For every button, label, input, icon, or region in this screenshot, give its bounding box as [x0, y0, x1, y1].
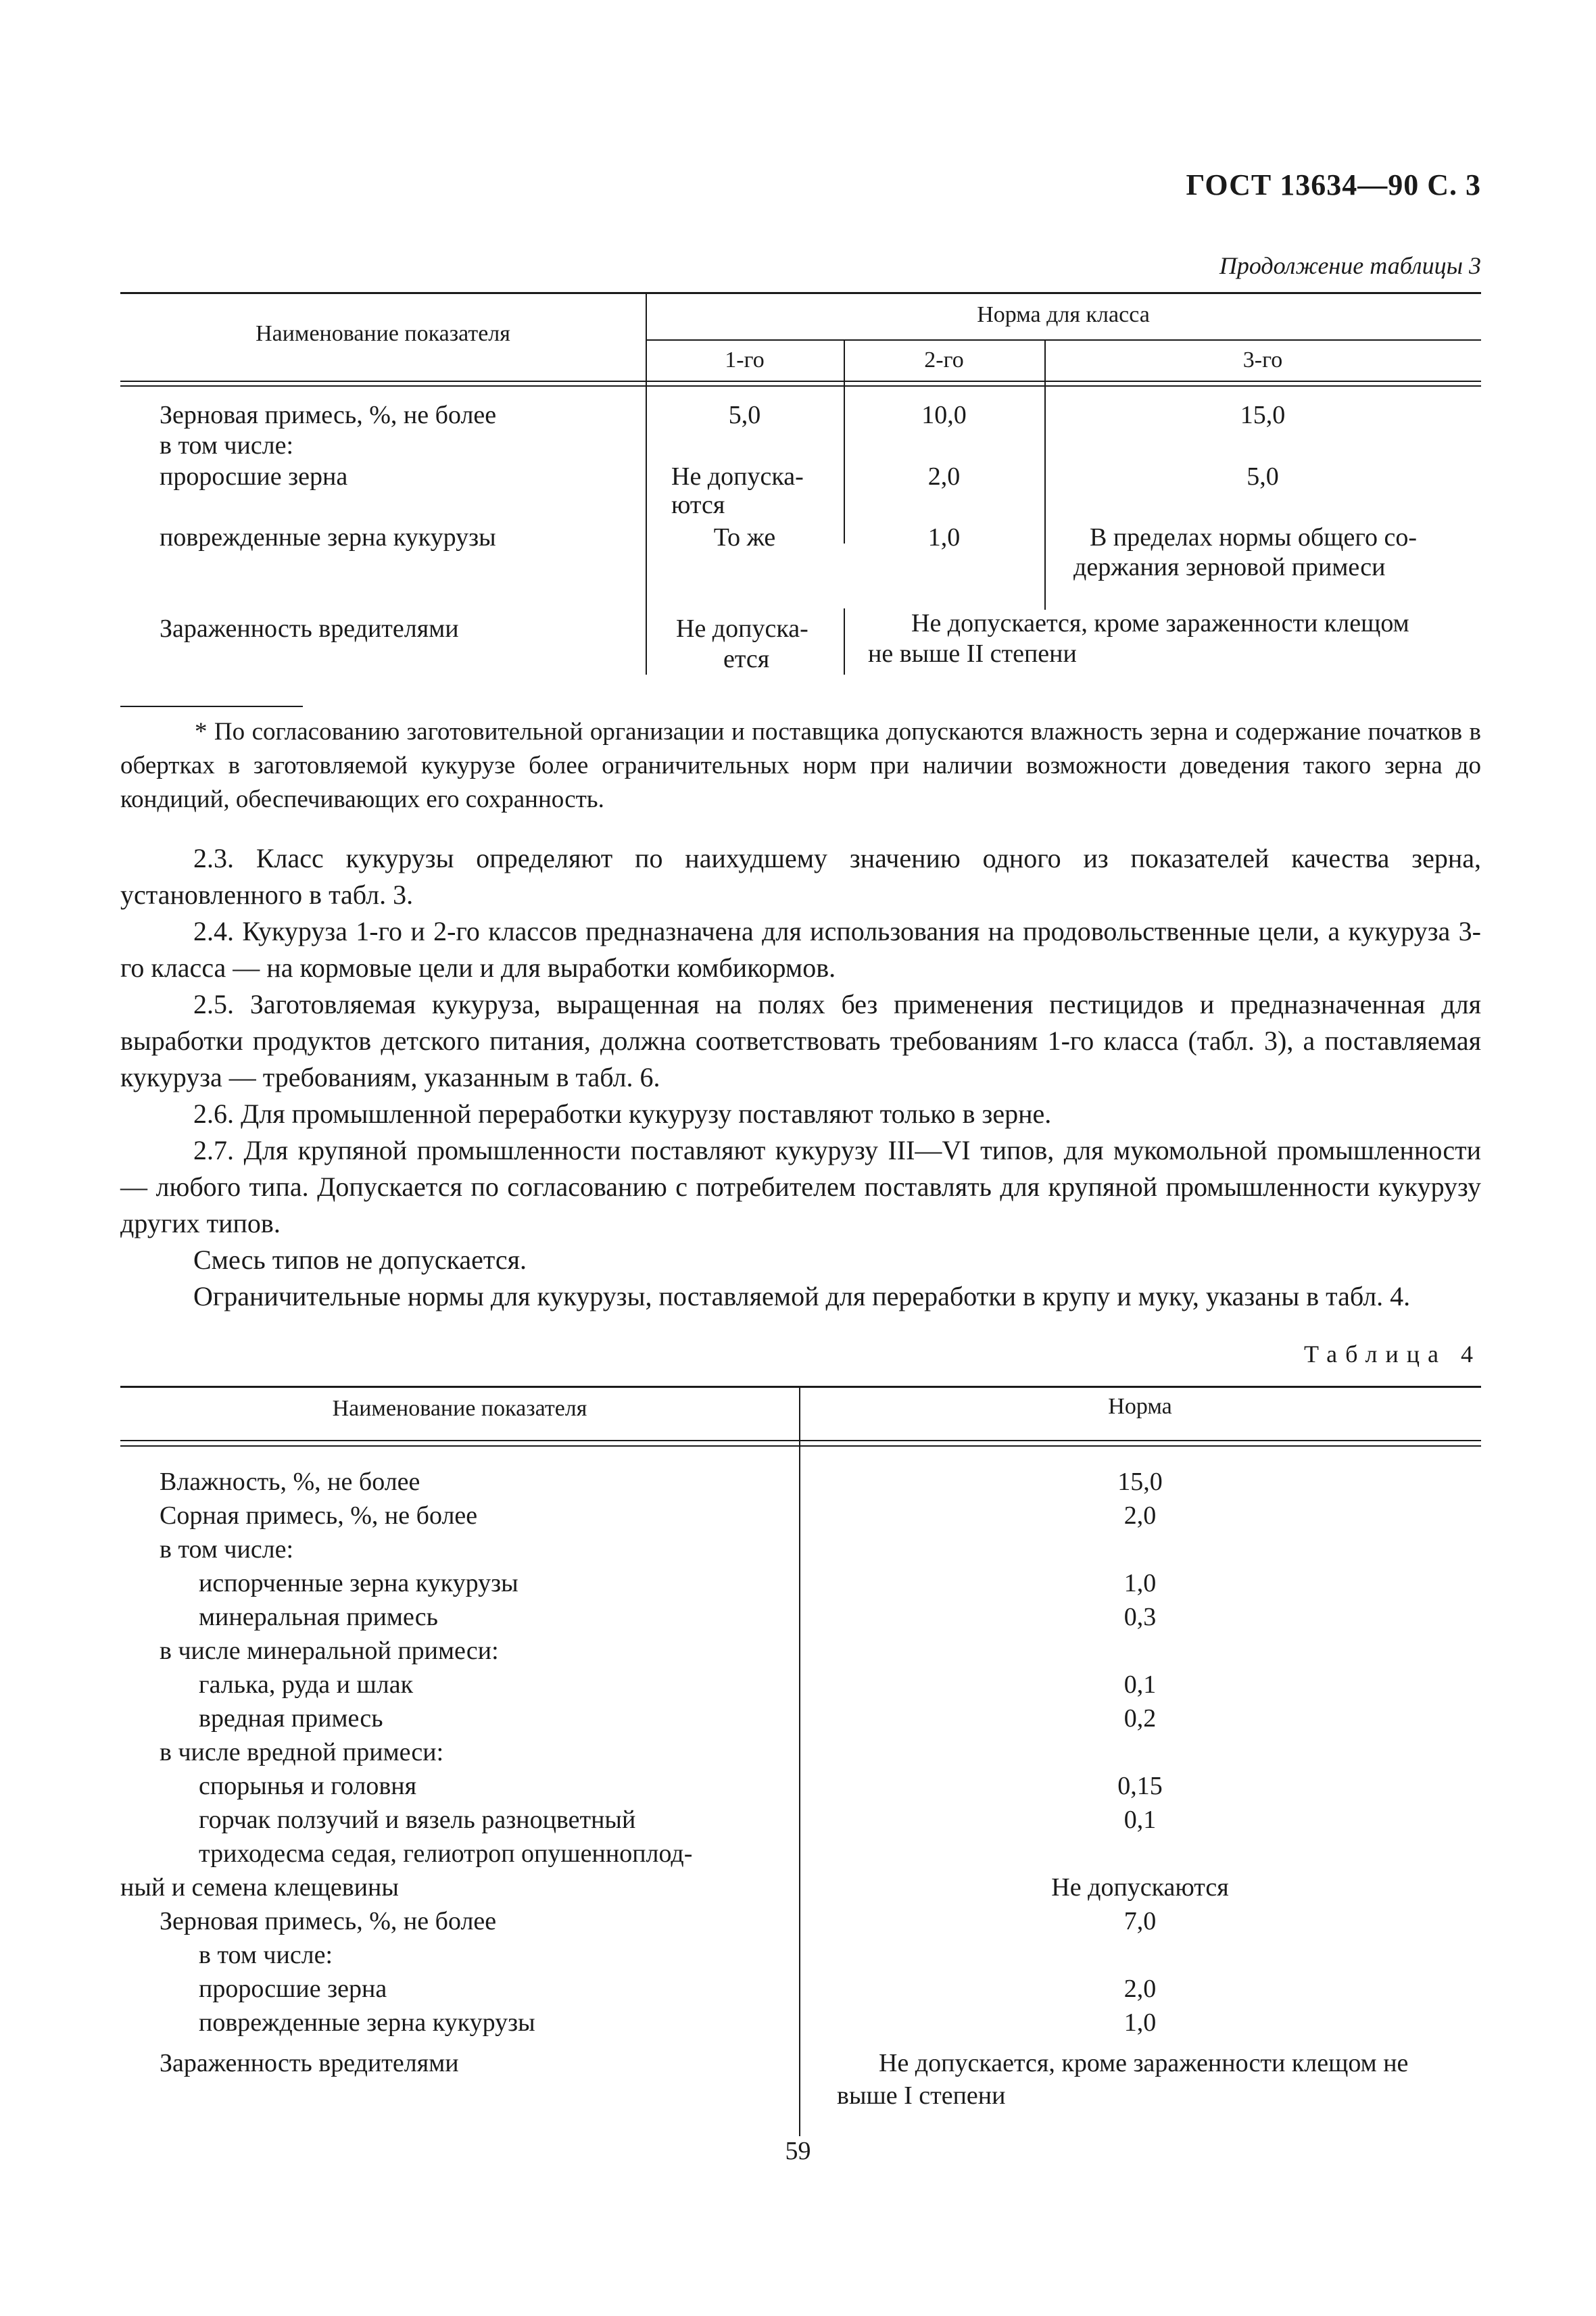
table4-caption: Таблица 4 — [1304, 1341, 1481, 1368]
table4-row-label: вредная примесь — [199, 1704, 383, 1733]
table4-row-label: в числе минеральной примеси: — [160, 1637, 499, 1665]
table4-cell: Не допускается, кроме зараженности клещом не — [879, 2049, 1409, 2077]
table3-cell: 15,0 — [1240, 401, 1286, 429]
table4-row-label: галька, руда и шлак — [199, 1670, 414, 1699]
table3-cell: 1,0 — [927, 523, 961, 552]
table4-cell: 0,2 — [1123, 1704, 1157, 1733]
table4-head-norm: Норма — [1108, 1394, 1172, 1419]
table4-cell: Не допускаются — [1051, 1873, 1229, 1902]
table3-cell: ются — [671, 491, 725, 519]
table3-top-rule — [120, 292, 1481, 294]
table4-row-label: в том числе: — [160, 1535, 294, 1564]
table4-cell: 7,0 — [1123, 1907, 1157, 1935]
table3-cell: В пределах нормы общего со- — [1090, 523, 1418, 552]
table3-head-class1: 1-го — [725, 347, 765, 372]
table4-cell: 0,3 — [1123, 1603, 1157, 1631]
table4-row-label: в числе вредной примеси: — [160, 1738, 444, 1766]
paragraph-2-4: 2.4. Кукуруза 1-го и 2-го классов предназначена для использования на продовольственные цели, а кукуруза 3-го класса — на кормовые цели и для выработки комбикормов. — [120, 916, 1481, 983]
table4-row-label: спорынья и головня — [199, 1772, 417, 1800]
table3-head-class3: 3-го — [1242, 347, 1283, 372]
table3-head-norm: Норма для класса — [977, 302, 1150, 327]
table3-row-label: Зараженность вредителями — [160, 614, 459, 643]
table4-row-label: горчак ползучий и вязель разноцветный — [199, 1806, 636, 1834]
paragraph-limits: Ограничительные нормы для кукурузы, поставляемой для переработки в крупу и муку, указаны в табл. 4. — [193, 1281, 1411, 1311]
table3-col-divider-4 — [844, 608, 845, 675]
table4-row-label: минеральная примесь — [199, 1603, 438, 1631]
paragraph-2-6: 2.6. Для промышленной переработки кукурузу поставляют только в зерне. — [193, 1099, 1052, 1129]
table4-cell: 0,1 — [1123, 1670, 1157, 1699]
table3-caption: Продолжение таблицы 3 — [1219, 252, 1481, 279]
table3-row-label: Зерновая примесь, %, не более — [160, 401, 497, 429]
table4-row-label: поврежденные зерна кукурузы — [199, 2008, 535, 2037]
paragraph-2-5: 2.5. Заготовляемая кукуруза, выращенная на полях без применения пестицидов и предназначенная для выработки продуктов детского питания, должна соответствовать требованиям 1-го класса (табл. 3), а поставляемая кукуруза — требованиям, указанным в табл. 6. — [120, 989, 1481, 1092]
table3-cell: держания зерновой примеси — [1073, 553, 1386, 581]
table4-head-rule-1 — [120, 1440, 1481, 1441]
table3-cell: Не допускается, кроме зараженности клещом — [911, 609, 1409, 637]
table3-head-rule-1 — [120, 381, 1481, 382]
table4-row-label: триходесма седая, гелиотроп опушенноплод- — [199, 1839, 693, 1868]
table4-cell: 2,0 — [1123, 1975, 1157, 2003]
body-text — [120, 840, 1481, 1315]
table3-cell: Не допуска- — [676, 614, 808, 643]
table3-cell: ется — [723, 645, 770, 673]
paragraph-mix: Смесь типов не допускается. — [193, 1245, 527, 1275]
table4-row-label: проросшие зерна — [199, 1975, 387, 2003]
table3-cell: 10,0 — [921, 401, 967, 429]
table4-head-indicator: Наименование показателя — [332, 1396, 587, 1421]
table4-cell: 1,0 — [1123, 1569, 1157, 1597]
table4-cell: 0,1 — [1123, 1806, 1157, 1834]
table3-cell: 5,0 — [1247, 462, 1279, 491]
table4-cell: 0,15 — [1117, 1772, 1163, 1800]
paragraph-2-3: 2.3. Класс кукурузы определяют по наихудшему значению одного из показателей качества зерна, установленного в табл. 3. — [120, 843, 1481, 910]
table3-head-indicator: Наименование показателя — [256, 321, 510, 346]
table4-row-label: Сорная примесь, %, не более — [160, 1501, 478, 1530]
table4-row-label: ный и семена клещевины — [120, 1873, 399, 1902]
table3-row-label: проросшие зерна — [160, 462, 348, 491]
page-number: 59 — [785, 2137, 811, 2165]
table3-head-rule-2 — [120, 385, 1481, 387]
document-header: ГОСТ 13634—90 С. 3 — [1186, 168, 1481, 201]
table3-cell: 5,0 — [728, 401, 761, 429]
table4-row-label: Зерновая примесь, %, не более — [160, 1907, 497, 1935]
table3-head-class2: 2-го — [924, 347, 964, 372]
table3-cell: не выше II степени — [868, 640, 1077, 668]
table3-cell: То же — [713, 523, 776, 552]
table4-cell: выше I степени — [837, 2081, 1006, 2110]
paragraph-2-7: 2.7. Для крупяной промышленности поставляют кукурузу III—VI типов, для мукомольной промышленности — любого типа. Допускается по согласованию с потребителем поставлять для крупяной промышленности кукурузу других типов. — [120, 1135, 1481, 1238]
table4-row-label: Зараженность вредителями — [160, 2049, 459, 2077]
footnote-rule — [120, 706, 303, 707]
table4-head-rule-2 — [120, 1445, 1481, 1447]
table4-cell: 2,0 — [1123, 1501, 1157, 1530]
table4-row-label: в том числе: — [199, 1941, 333, 1969]
table3-cell: Не допуска- — [671, 462, 804, 491]
table3-row-label: поврежденные зерна кукурузы — [160, 523, 496, 552]
table4-cell: 1,0 — [1123, 2008, 1157, 2037]
footnote: * По согласованию заготовительной организации и поставщика допускаются влажность зерна и содержание початков в обертках в заготовляемой кукурузе более ограничительных норм при наличии возможности доведения такого зерна до кондиций, обеспечивающих его сохранность. — [120, 718, 1481, 813]
table4-top-rule — [120, 1386, 1481, 1388]
table4-row-label: Влажность, %, не более — [160, 1468, 420, 1496]
table3-cell: 2,0 — [927, 462, 961, 491]
table3-subhead-rule — [646, 339, 1481, 341]
table3-row-label: в том числе: — [160, 431, 294, 460]
table4-cell: 15,0 — [1117, 1468, 1163, 1496]
table4-row-label: испорченные зерна кукурузы — [199, 1569, 518, 1597]
